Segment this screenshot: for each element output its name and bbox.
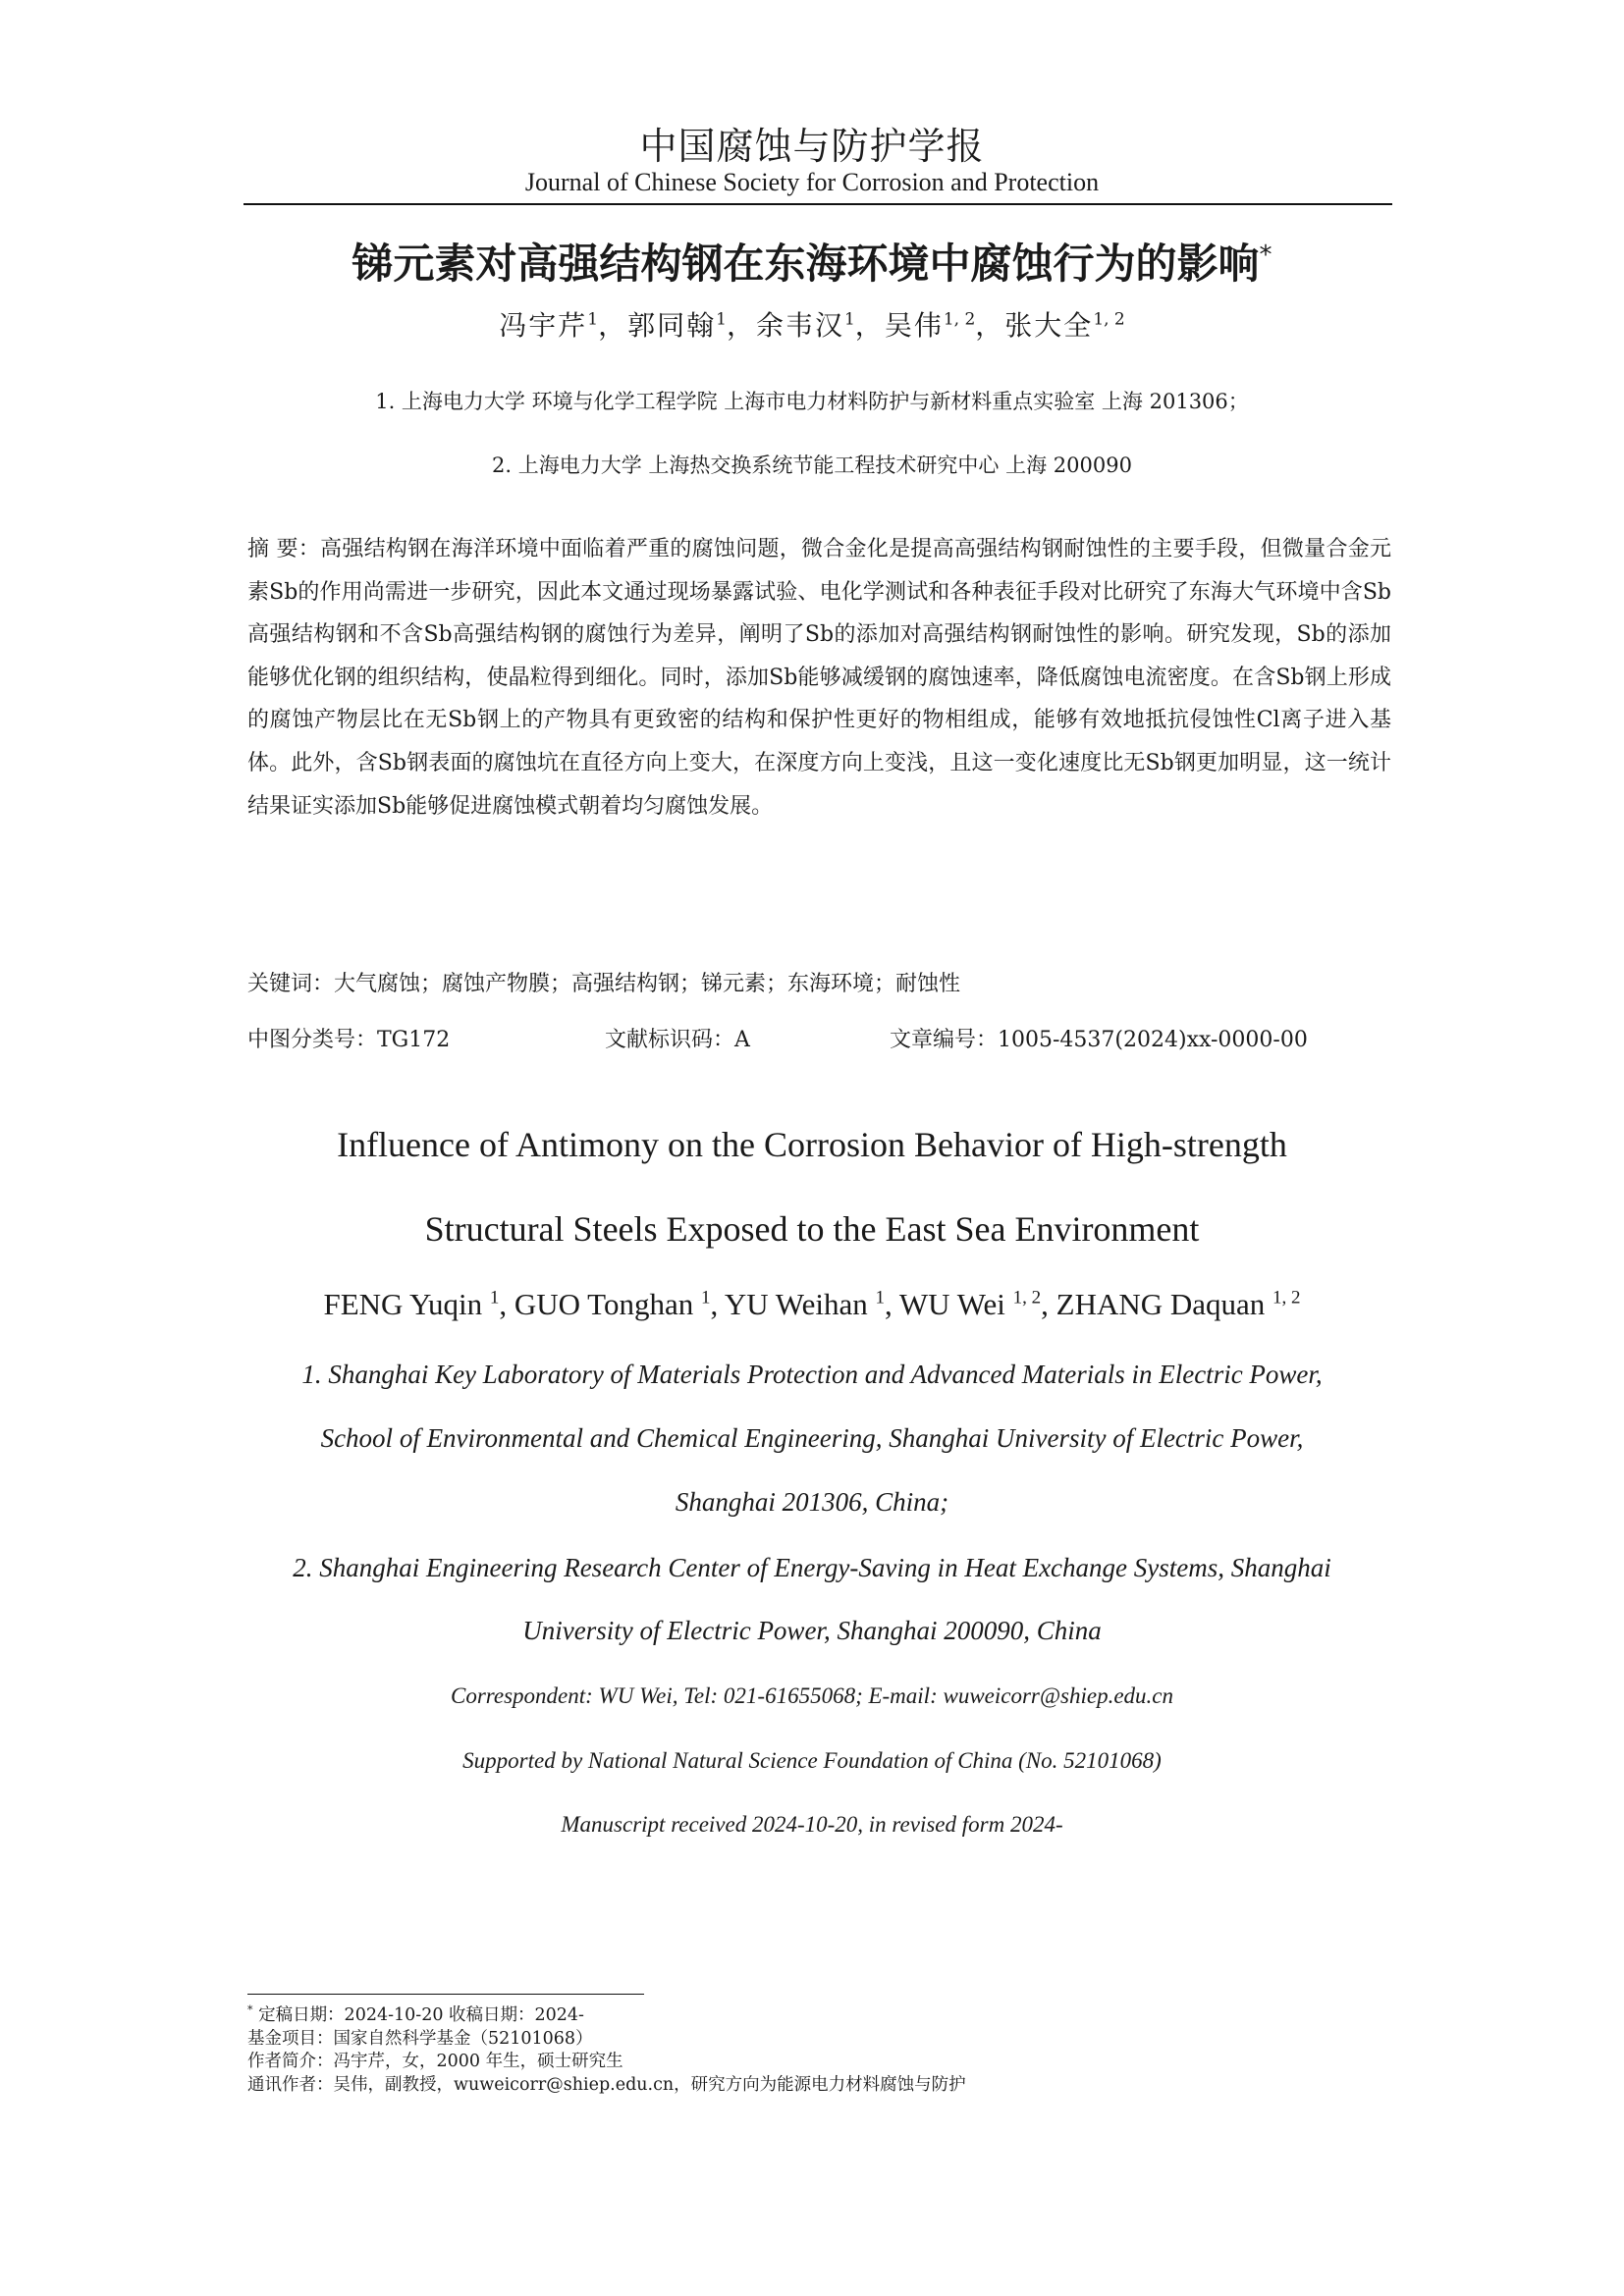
- keywords-text: 大气腐蚀；腐蚀产物膜；高强结构钢；锑元素；东海环境；耐蚀性: [334, 972, 961, 996]
- keywords-label: 关键词：: [247, 972, 335, 996]
- author-list-cn: [0, 304, 1624, 344]
- affiliation-cn-2: 2. 上海电力大学 上海热交换系统节能工程技术研究中心 上海 200090: [492, 454, 1132, 477]
- author-affil-mark: 1: [843, 309, 855, 330]
- author-cn: 余韦汉: [755, 309, 844, 342]
- title-cn-text: 锑元素对高强结构钢在东海环境中腐蚀行为的影响: [352, 240, 1260, 288]
- author-en: YU Weihan: [724, 1287, 876, 1321]
- manuscript-dates: Manuscript received 2024-10-20, in revised form 2024-: [561, 1812, 1063, 1837]
- author-separator: ,: [1041, 1287, 1056, 1321]
- footnote-corresponding-author: 通讯作者：吴伟，副教授，wuweicorr@shiep.edu.cn，研究方向为能源电力材料腐蚀与防护: [247, 2074, 966, 2095]
- footnote-funding: 基金项目：国家自然科学基金（52101068）: [247, 2028, 593, 2049]
- author-cn: 吴伟: [884, 309, 944, 342]
- author-affil-mark: 1: [587, 309, 599, 330]
- author-affil-mark: 1: [875, 1287, 885, 1308]
- footnote-author-bio: 作者简介：冯宇芹，女，2000 年生，硕士研究生: [247, 2052, 623, 2071]
- correspondent-info: Correspondent: WU Wei, Tel: 021-61655068; E-mail: wuweicorr@shiep.edu.cn: [451, 1683, 1173, 1708]
- author-cn: 冯宇芹: [499, 309, 588, 342]
- author-affil-mark: 1: [489, 1287, 500, 1308]
- abstract-cn: [247, 528, 1391, 828]
- paper-title-en-line2: Structural Steels Exposed to the East Sea Environment: [424, 1209, 1200, 1249]
- author-affil-mark: 1: [716, 309, 727, 330]
- author-en: ZHANG Daquan: [1056, 1287, 1273, 1321]
- paper-title-cn: [0, 232, 1624, 291]
- paper-title-en-line1: Influence of Antimony on the Corrosion Behavior of High-strength: [337, 1125, 1287, 1164]
- author-separator: ，: [975, 309, 1005, 342]
- author-separator: ,: [884, 1287, 899, 1321]
- author-separator: ，: [726, 309, 756, 342]
- author-cn: 郭同翰: [627, 309, 717, 342]
- clc-number: 中图分类号：TG172: [247, 1028, 451, 1052]
- journal-name-en: Journal of Chinese Society for Corrosion and Protection: [524, 168, 1100, 196]
- author-list-en: [0, 1287, 1624, 1322]
- footnote-mark: *: [247, 2003, 253, 2017]
- author-affil-mark: 1, 2: [943, 309, 976, 330]
- author-affil-mark: 1, 2: [1093, 309, 1125, 330]
- author-en: FENG Yuqin: [323, 1287, 490, 1321]
- header-rule: [244, 203, 1392, 205]
- affiliation-en-line: School of Environmental and Chemical Engineering, Shanghai University of Electric Power,: [320, 1423, 1304, 1453]
- affiliation-cn-1: 1. 上海电力大学 环境与化学工程学院 上海市电力材料防护与新材料重点实验室 上海 201306；: [375, 390, 1249, 413]
- footnote-dates: [247, 2004, 966, 2028]
- abstract-label: 摘 要：: [247, 537, 321, 561]
- author-separator: ,: [710, 1287, 725, 1321]
- author-separator: ，: [854, 309, 885, 342]
- author-separator: ,: [499, 1287, 514, 1321]
- affiliation-en-line: Shanghai 201306, China;: [675, 1487, 949, 1517]
- author-affil-mark: 1, 2: [1012, 1287, 1042, 1308]
- title-footnote-mark: *: [1259, 240, 1272, 270]
- article-number: 文章编号：1005-4537(2024)xx-0000-00: [890, 1028, 1308, 1052]
- funding-info: Supported by National Natural Science Foundation of China (No. 52101068): [462, 1748, 1162, 1773]
- journal-name-cn: 中国腐蚀与防护学报: [639, 125, 985, 168]
- author-en: WU Wei: [898, 1287, 1013, 1321]
- footnote-rule: [247, 1994, 644, 1995]
- footnotes: [247, 2004, 966, 2097]
- affiliation-en-line: University of Electric Power, Shanghai 200090, China: [522, 1616, 1102, 1645]
- author-en: GUO Tonghan: [514, 1287, 701, 1321]
- affiliation-en-line: 1. Shanghai Key Laboratory of Materials Protection and Advanced Materials in Electric Power,: [301, 1360, 1323, 1389]
- document-code: 文献标识码：A: [605, 1028, 750, 1052]
- author-separator: ，: [598, 309, 628, 342]
- abstract-text: 高强结构钢在海洋环境中面临着严重的腐蚀问题，微合金化是提高高强结构钢耐蚀性的主要手段，但微量合金元素Sb的作用尚需进一步研究，因此本文通过现场暴露试验、电化学测试和各种表征手段对比研究了东海大气环境中含Sb高强结构钢和不含Sb高强结构钢的腐蚀行为差异，阐明了Sb的添加对高强结构钢耐蚀性的影响。研究发现，Sb的添加能够优化钢的组织结构，使晶粒得到细化。同时，添加Sb能够减缓钢的腐蚀速率，降低腐蚀电流密度。在含Sb钢上形成的腐蚀产物层比在无Sb钢上的产物具有更致密的结构和保护性更好的物相组成，能够有效地抵抗侵蚀性Cl离子进入基体。此外，含Sb钢表面的腐蚀坑在直径方向上变大，在深度方向上变浅，且这一变化速度比无Sb钢更加明显，这一统计结果证实添加Sb能够促进腐蚀模式朝着均匀腐蚀发展。: [247, 537, 1391, 819]
- author-affil-mark: 1: [700, 1287, 711, 1308]
- author-affil-mark: 1, 2: [1272, 1287, 1301, 1308]
- author-cn: 张大全: [1004, 309, 1094, 342]
- footnote-dates-text: 定稿日期：2024-10-20 收稿日期：2024-: [252, 2005, 584, 2025]
- affiliation-en-line: 2. Shanghai Engineering Research Center of Energy-Saving in Heat Exchange Systems, Shanghai: [293, 1553, 1331, 1582]
- keywords-cn: [247, 967, 960, 997]
